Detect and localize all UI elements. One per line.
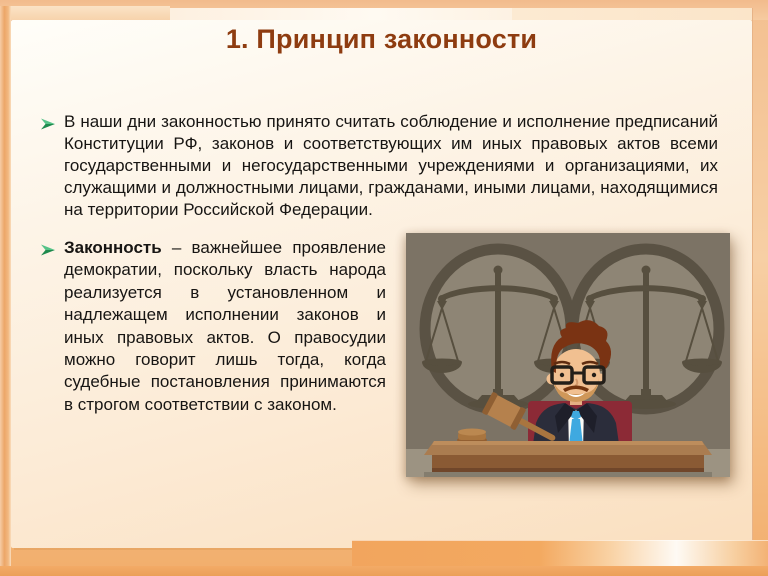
bullet-body-text: – важнейшее проявление демократии, поскольку власть народа реализуется в установленном и надлежащем исполнении законов и иных правовых актов. О правосудии можно говорит лишь тогда, когда судебные постановления принимаются в строгом соответствии с законом. xyxy=(64,238,386,414)
judge-desk xyxy=(424,441,712,477)
arrow-bullet-icon xyxy=(40,237,64,264)
bullet-item-1 xyxy=(40,111,718,221)
right-border-line xyxy=(752,8,753,548)
top-tab-right xyxy=(512,8,753,20)
top-tab-middle xyxy=(170,8,512,20)
bullet-body-text: В наши дни законностью принято считать соблюдение и исполнение предписаний Конституции РФ, законов и соответствующих им иных правовых актов всеми государственными и негосударственными учреждениями и организациями, их служащими и должностными лицами, гражданами, иными лицами, находящимися на территории Российской Федерации. xyxy=(64,112,718,219)
slide-title: 1. Принцип законности xyxy=(225,24,538,54)
bullet-item-2 xyxy=(40,237,386,416)
bullet-lead-text: Законность xyxy=(64,238,162,257)
left-border-strip xyxy=(0,6,11,576)
scales-medallion-left xyxy=(422,249,574,409)
bottom-glossy-ribbon xyxy=(352,540,768,567)
bullet-text xyxy=(64,111,718,221)
judge-illustration xyxy=(406,233,730,477)
bullet-text xyxy=(64,237,386,416)
arrow-bullet-icon xyxy=(40,111,64,138)
top-tab-left xyxy=(0,6,170,21)
bottom-border-strip xyxy=(0,566,768,576)
